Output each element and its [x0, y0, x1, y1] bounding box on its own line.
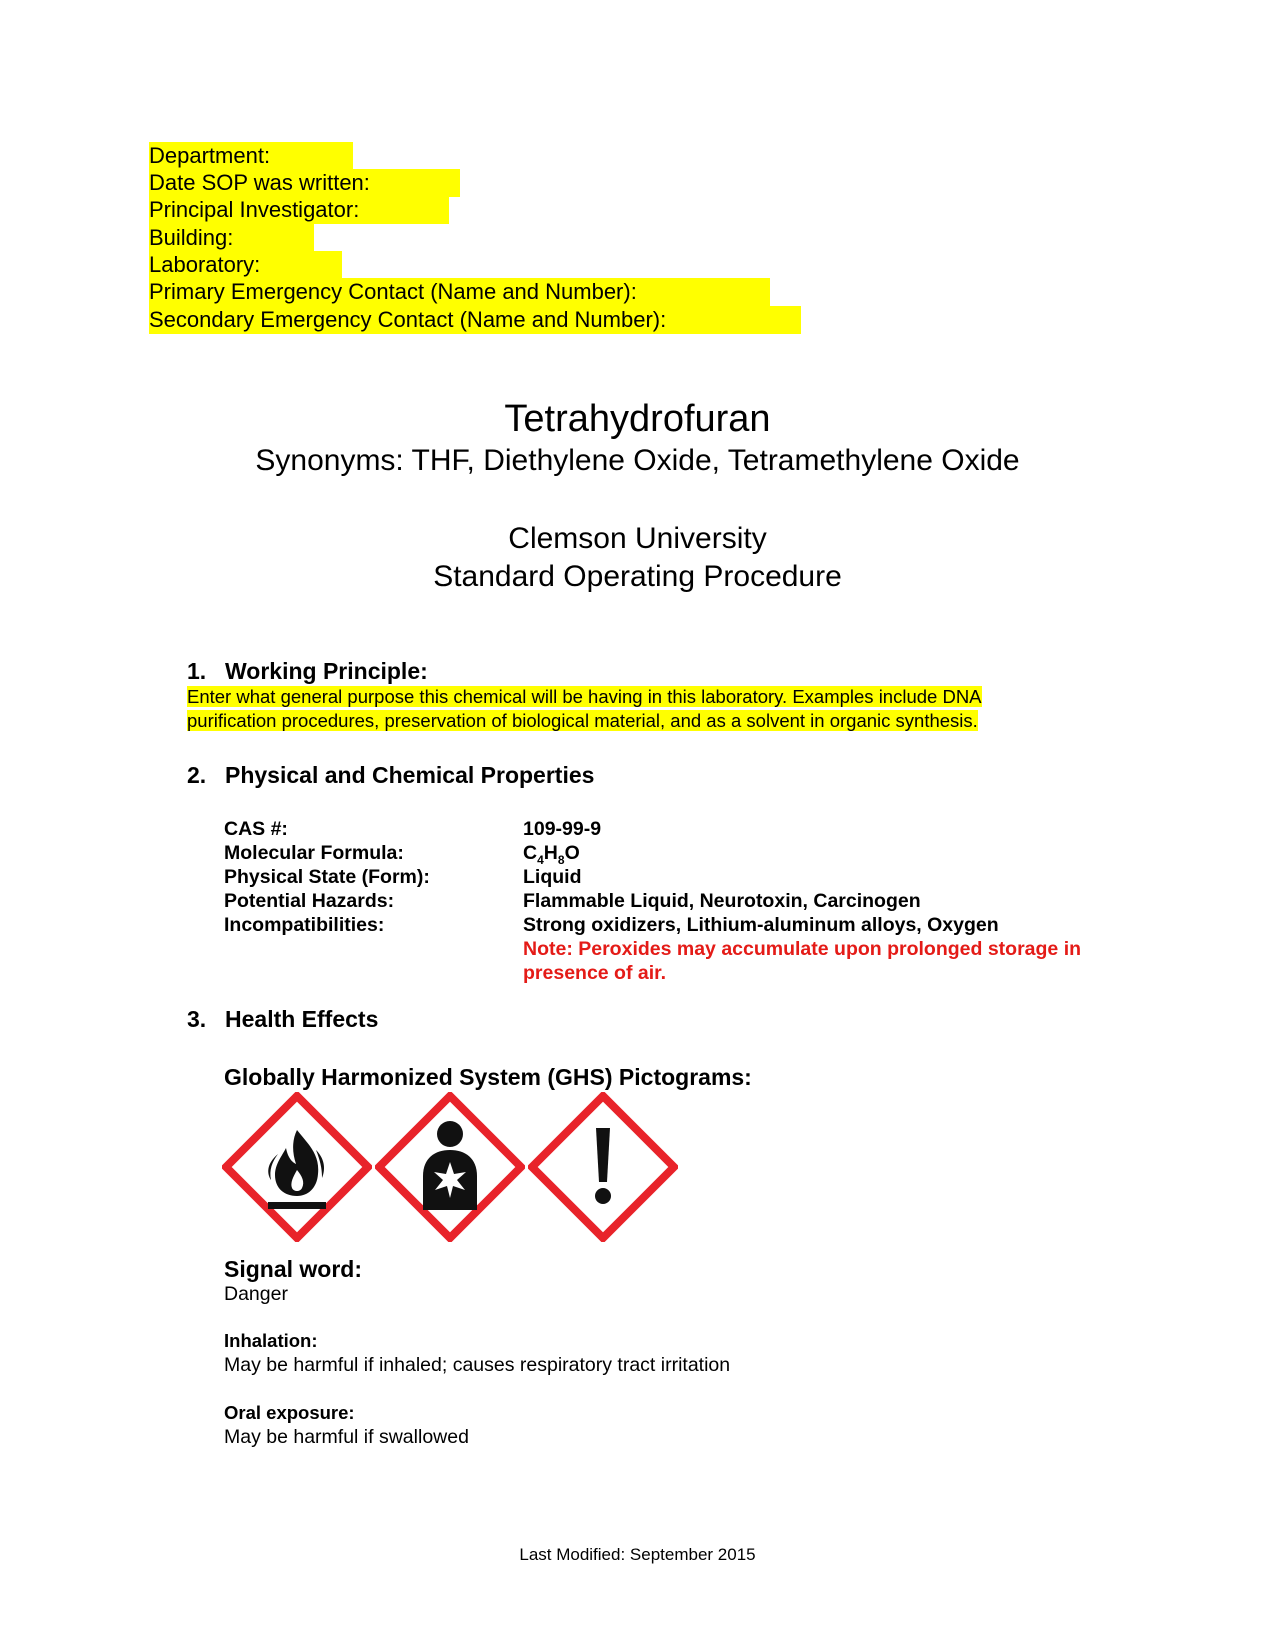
oral-exposure-label: Oral exposure: [224, 1402, 355, 1423]
building-field: Building: [149, 224, 314, 252]
department-field: Department: [149, 142, 353, 170]
working-principle-line-2: purification procedures, preservation of biological material, and as a solvent in organic synthesis. [187, 710, 978, 731]
date-written-field: Date SOP was written: [149, 169, 460, 197]
physical-state-value: Liquid [523, 866, 582, 888]
signal-word-label: Signal word: [224, 1256, 362, 1282]
laboratory-field: Laboratory: [149, 251, 342, 279]
principal-investigator-field: Principal Investigator: [149, 196, 449, 224]
incompatibilities-label: Incompatibilities: [224, 914, 385, 936]
inhalation-text: May be harmful if inhaled; causes respiratory tract irritation [224, 1354, 731, 1376]
section-2-heading [187, 762, 594, 789]
cas-label: CAS #: [224, 818, 288, 840]
health-hazard-icon [375, 1092, 525, 1242]
exclamation-mark-icon [528, 1092, 678, 1242]
cas-value: 109-99-9 [523, 818, 602, 840]
section-1-heading [187, 658, 428, 685]
section-1-number: 1. [187, 658, 207, 684]
oral-exposure-text: May be harmful if swallowed [224, 1426, 469, 1448]
ghs-heading: Globally Harmonized System (GHS) Pictograms: [224, 1064, 752, 1090]
peroxide-note: Note: Peroxides may accumulate upon prolonged storage in presence of air. [523, 938, 1082, 984]
section-3-heading [187, 1006, 378, 1033]
section-3-number: 3. [187, 1006, 207, 1032]
physical-state-label: Physical State (Form): [224, 866, 430, 888]
hazards-value: Flammable Liquid, Neurotoxin, Carcinogen [523, 890, 921, 912]
formula-value: $C_4H_8O$ [523, 842, 580, 867]
incompatibilities-value: Strong oxidizers, Lithium-aluminum alloys, Oxygen [523, 914, 999, 936]
secondary-contact-field: Secondary Emergency Contact (Name and Number): [149, 306, 801, 334]
synonyms: Synonyms: THF, Diethylene Oxide, Tetramethylene Oxide [255, 444, 1020, 477]
primary-contact-field: Primary Emergency Contact (Name and Number): [149, 278, 770, 306]
signal-word-value: Danger [224, 1283, 288, 1305]
document-type: Standard Operating Procedure [433, 560, 842, 593]
section-2-number: 2. [187, 762, 207, 788]
inhalation-label: Inhalation: [224, 1330, 318, 1351]
hazards-label: Potential Hazards: [224, 890, 395, 912]
working-principle-instructions [187, 685, 982, 733]
section-1-title: Working Principle: [225, 658, 428, 684]
document-title: Tetrahydrofuran [504, 398, 771, 440]
formula-label: Molecular Formula: [224, 842, 404, 864]
institution: Clemson University [508, 522, 767, 555]
last-modified-footer: Last Modified: September 2015 [519, 1545, 756, 1564]
flame-icon [222, 1092, 372, 1242]
section-2-title: Physical and Chemical Properties [225, 762, 595, 788]
section-3-title: Health Effects [225, 1006, 379, 1032]
working-principle-line-1: Enter what general purpose this chemical will be having in this laboratory. Examples include DNA [187, 686, 982, 707]
